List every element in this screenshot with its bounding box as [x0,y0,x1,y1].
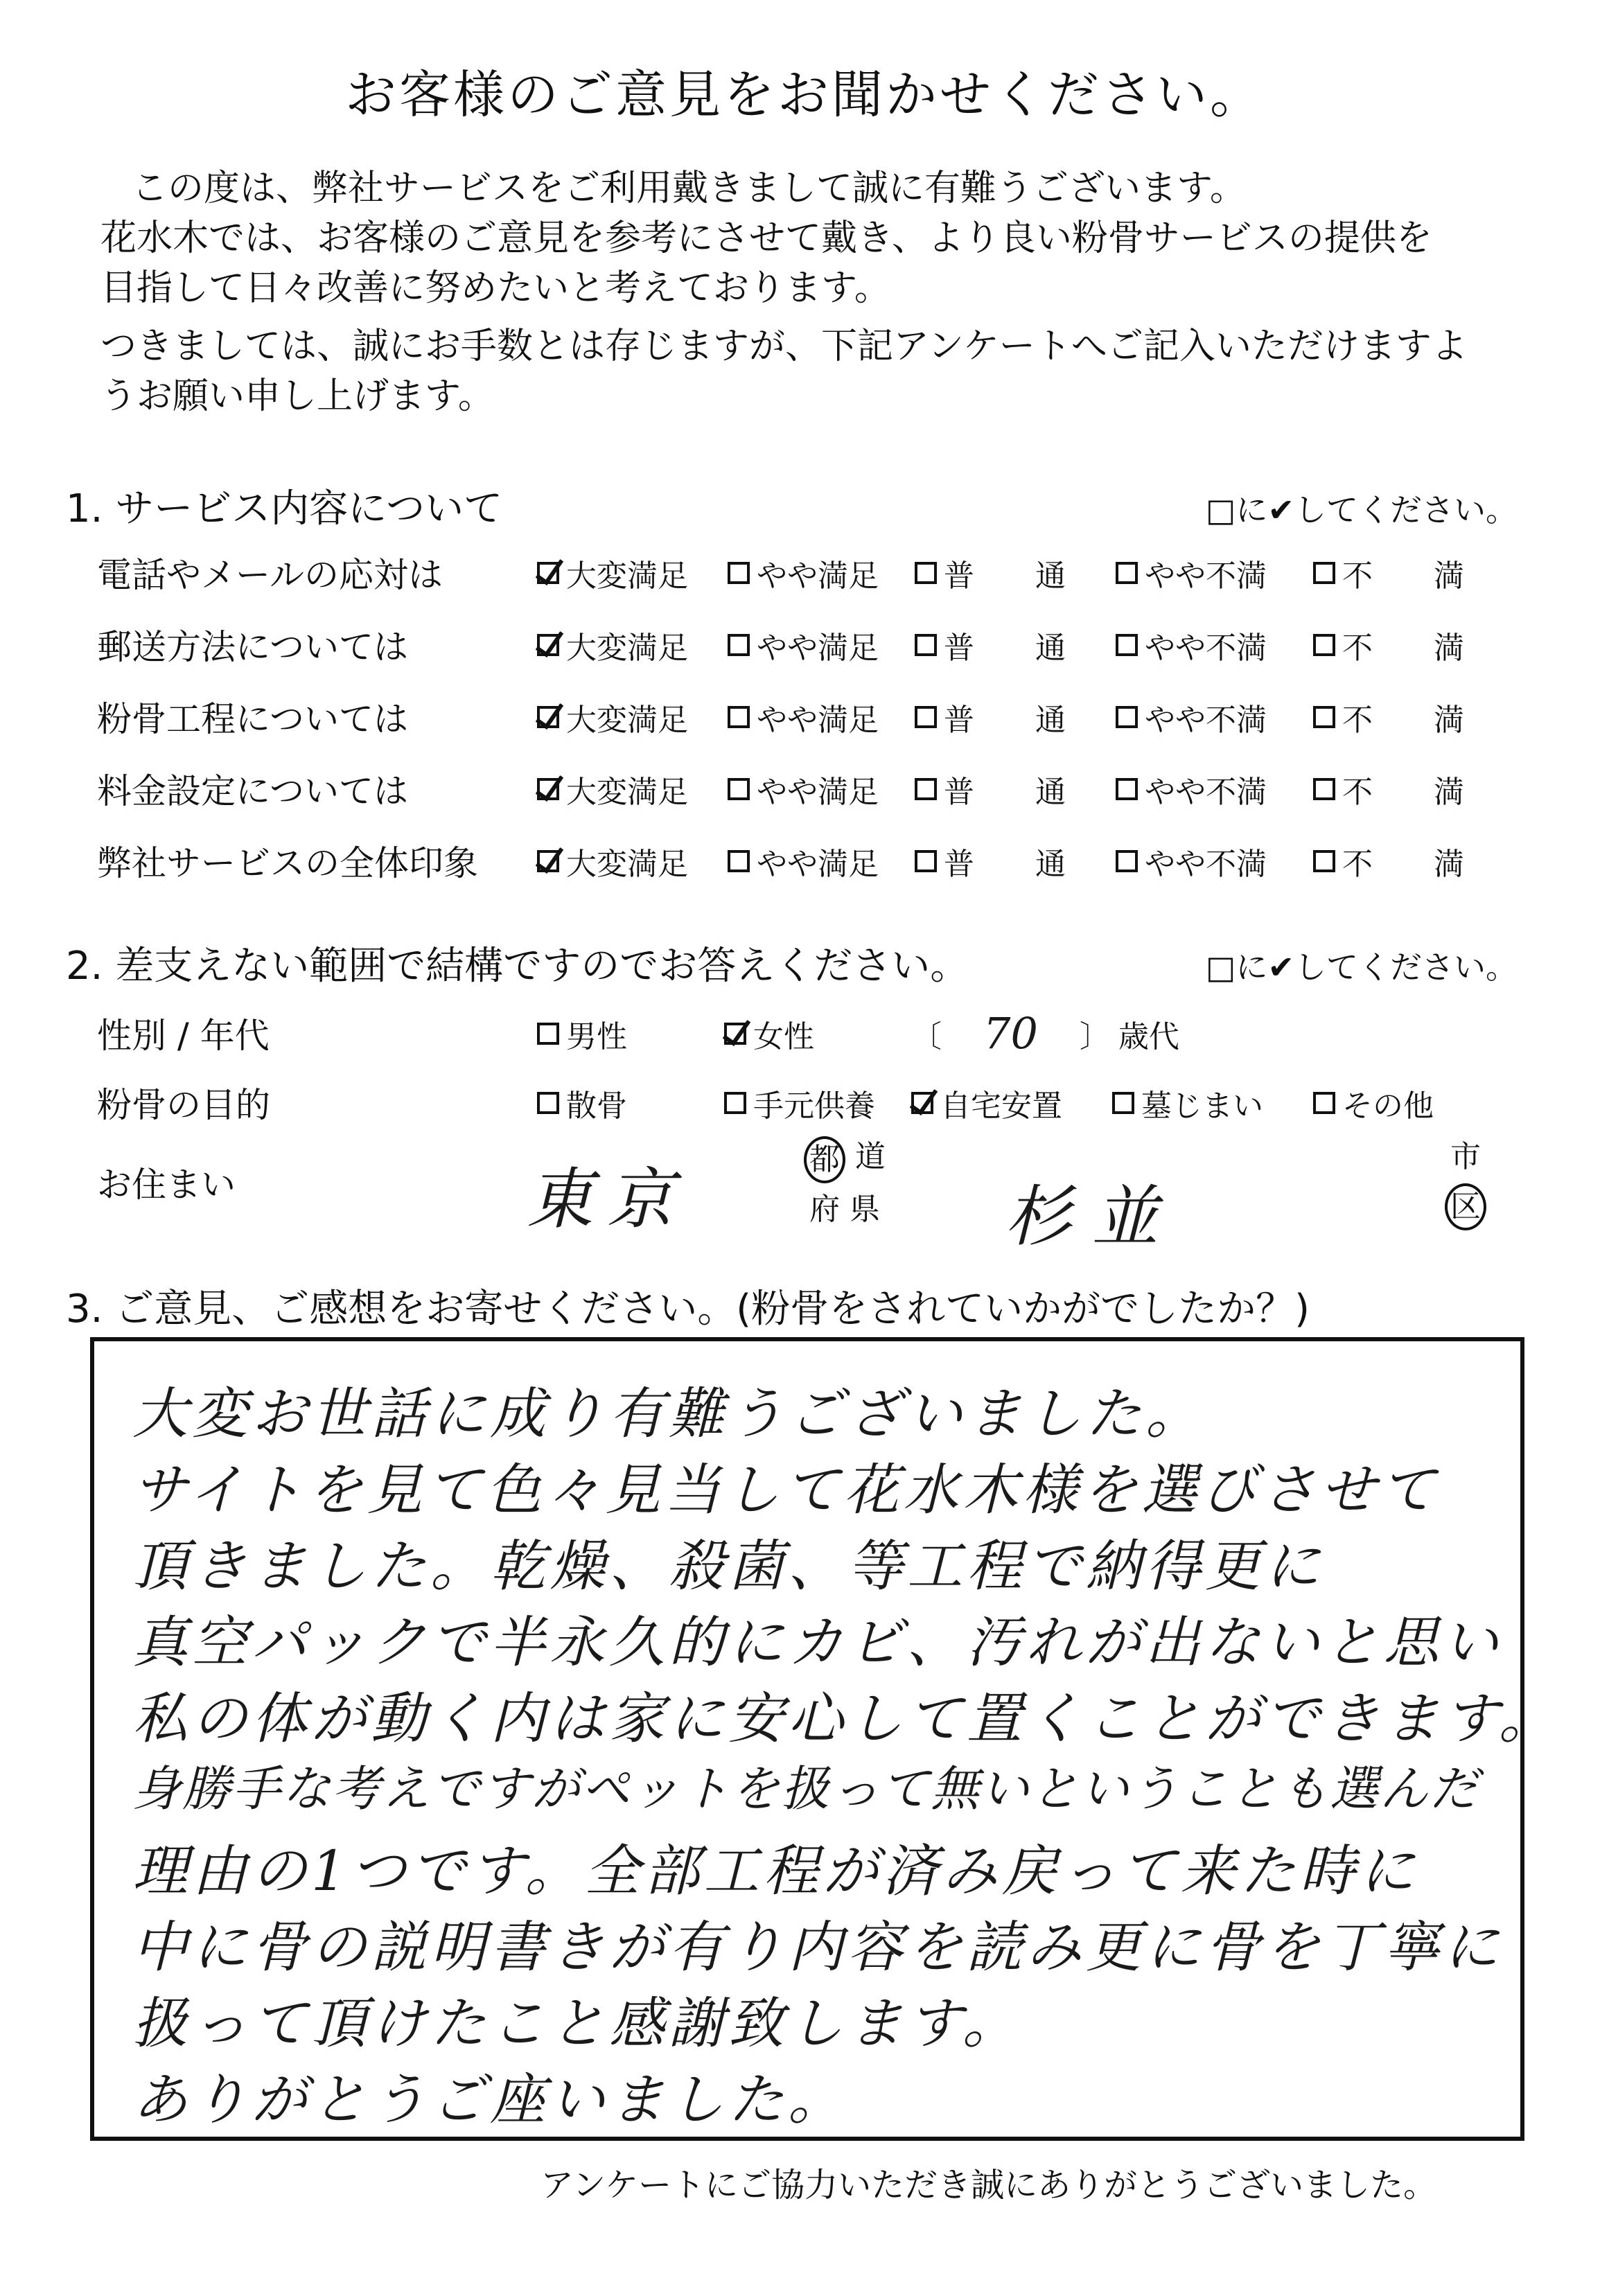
intro-line: つきましては、誠にお手数とは存じますが、下記アンケートへご記入いただけますよ [100,326,1468,367]
satisfaction-option[interactable] [1116,551,1267,595]
checkbox-checked[interactable] [724,1023,746,1045]
option-label: 大変満足 [566,703,688,738]
checkbox[interactable] [728,850,750,872]
comment-line: 中に骨の説明書きが有り内容を読み更に骨を丁寧に [132,1915,1503,1979]
satisfaction-option[interactable] [915,695,1066,739]
comment-box[interactable] [90,1337,1558,2141]
satisfaction-option[interactable] [1116,767,1267,811]
comment-line: ありがとうご座いました。 [132,2067,847,2132]
option-label: 普 通 [944,630,1066,666]
option-label: 大変満足 [566,847,688,882]
option-label: 普 通 [944,703,1066,738]
section2-heading: 2. 差支えない範囲で結構ですのでお答えください。 [66,944,969,989]
option-label: 不 満 [1342,558,1464,594]
gender-male-option[interactable]: 男性 [537,1012,627,1056]
option-label: 普 通 [944,558,1066,594]
checkbox[interactable] [1116,562,1138,584]
purpose-label: 粉骨の目的 [97,1085,270,1125]
option-label: 普 通 [944,775,1066,810]
checkbox-checked[interactable] [911,1092,933,1114]
checkbox-checked[interactable] [537,706,559,728]
option-label: やや満足 [757,630,879,666]
satisfaction-option[interactable] [1313,623,1464,667]
comment-line: 真空パックで半永久的にカビ、汚れが出ないと思い [132,1610,1503,1675]
option-label: やや不満 [1145,847,1267,882]
purpose-option[interactable] [537,1081,627,1125]
checkbox[interactable] [915,634,937,656]
option-label: その他 [1342,1088,1434,1124]
pref-suffix-fu: 府 [809,1192,840,1227]
pref-suffix-to: 都 [804,1136,845,1183]
checkbox[interactable] [1116,778,1138,800]
residence-label: お住まい [97,1165,236,1205]
option-label: 不 満 [1342,775,1464,810]
satisfaction-option[interactable] [728,767,879,811]
satisfaction-option[interactable] [1116,695,1267,739]
satisfaction-option[interactable] [728,623,879,667]
satisfaction-option[interactable] [915,623,1066,667]
checkbox[interactable] [728,562,750,584]
satisfaction-option[interactable] [1116,623,1267,667]
checkbox[interactable] [1313,1092,1335,1114]
satisfaction-option[interactable] [537,551,688,595]
checkbox-checked[interactable] [537,778,559,800]
city-suffix [1445,1136,1486,1230]
city-suffix-ku: 区 [1445,1183,1486,1230]
checkbox[interactable] [537,1023,559,1045]
pref-suffix-do: 道 [855,1139,886,1174]
row-label: 電話やメールの応対は [97,555,443,595]
satisfaction-option[interactable] [537,695,688,739]
checkbox[interactable] [728,634,750,656]
checkbox[interactable] [537,1092,559,1114]
checkbox-checked[interactable] [537,850,559,872]
checkbox[interactable] [728,778,750,800]
comment-line: 身勝手な考えですがペットを扱って無いということも選んだ [132,1760,1479,1817]
purpose-option[interactable] [724,1081,875,1125]
checkbox[interactable] [1112,1092,1134,1114]
checkbox[interactable] [915,562,937,584]
intro-line: 目指して日々改善に努めたいと考えております。 [100,267,890,309]
option-label: 手元供養 [753,1088,875,1124]
section3-heading: 3. ご意見、ご感想をお寄せください。(粉骨をされていかがでしたか？) [66,1287,1310,1332]
satisfaction-option[interactable] [915,767,1066,811]
comment-line: サイトを見て色々見当して花水木様を選びさせて [132,1458,1440,1522]
option-label: 散骨 [566,1088,627,1124]
option-label: やや満足 [757,775,879,810]
satisfaction-option[interactable] [537,623,688,667]
option-label: やや不満 [1145,775,1267,810]
age-field[interactable]: 〔 70 〕 歳代 [911,1008,1179,1059]
checkbox[interactable] [915,778,937,800]
option-label: 墓じまい [1141,1088,1263,1124]
checkbox[interactable] [1313,850,1335,872]
checkbox[interactable] [1313,634,1335,656]
comment-line: 私の体が動く内は家に安心して置くことができます。 [132,1686,1558,1751]
checkbox[interactable] [1313,778,1335,800]
option-label: 不 満 [1342,703,1464,738]
row-label: 粉骨工程については [97,699,408,739]
prefecture-value: 東京 [527,1160,687,1238]
intro-line: うお願い申し上げます。 [100,376,494,417]
intro-line: 花水木では、お客様のご意見を参考にさせて戴き、より良い粉骨サービスの提供を [100,218,1432,259]
purpose-option[interactable] [1313,1081,1434,1125]
gender-age-label: 性別 / 年代 [97,1016,270,1056]
purpose-option[interactable] [911,1081,1062,1125]
checkbox[interactable] [1313,706,1335,728]
checkbox[interactable] [915,706,937,728]
satisfaction-option[interactable] [537,767,688,811]
option-label: やや満足 [757,847,879,882]
satisfaction-option[interactable] [915,839,1066,883]
city-value: 杉並 [1005,1178,1179,1255]
satisfaction-option[interactable] [728,695,879,739]
option-label: 大変満足 [566,558,688,594]
satisfaction-option[interactable] [1313,551,1464,595]
comment-line: 頂きました。乾燥、殺菌、等工程で納得更に [132,1534,1324,1598]
option-label: 大変満足 [566,775,688,810]
checkbox[interactable] [728,706,750,728]
option-label: 不 満 [1342,847,1464,882]
satisfaction-option[interactable] [1313,767,1464,811]
footer-thanks: アンケートにご協力いただき誠にありがとうございました。 [540,2166,1437,2205]
row-label: 弊社サービスの全体印象 [97,843,478,883]
option-label: やや不満 [1145,630,1267,666]
option-label: やや満足 [757,703,879,738]
prefecture-suffix [804,1136,886,1230]
city-suffix-shi: 市 [1450,1139,1481,1174]
option-label: 普 通 [944,847,1066,882]
satisfaction-option[interactable] [537,839,688,883]
comment-line: 扱って頂けたこと感謝致します。 [132,1991,1022,2056]
pref-suffix-ken: 県 [850,1192,880,1227]
option-label: 不 満 [1342,630,1464,666]
checkbox[interactable] [1116,850,1138,872]
checkbox-checked[interactable] [537,634,559,656]
option-label: やや不満 [1145,558,1267,594]
satisfaction-option[interactable] [915,551,1066,595]
row-label: 料金設定については [97,771,408,811]
section2-instruction: □に✔してください。 [1206,948,1518,986]
checkbox[interactable] [1116,706,1138,728]
section1-instruction: □に✔してください。 [1206,491,1518,529]
satisfaction-option[interactable] [728,839,879,883]
purpose-option[interactable] [1112,1081,1263,1125]
option-label: やや不満 [1145,703,1267,738]
page-title: お客様のご意見をお聞かせください。 [345,65,1264,125]
satisfaction-option[interactable] [1313,839,1464,883]
checkbox[interactable] [915,850,937,872]
checkbox[interactable] [1116,634,1138,656]
satisfaction-option[interactable] [1313,695,1464,739]
option-label: 大変満足 [566,630,688,666]
section1-heading: 1. サービス内容について [66,486,503,531]
comment-line: 大変お世話に成り有難うございました。 [132,1381,1205,1446]
option-label: 自宅安置 [940,1088,1062,1124]
age-value: 70 [983,1008,1038,1059]
checkbox[interactable] [724,1092,746,1114]
satisfaction-option[interactable] [1116,839,1267,883]
satisfaction-option[interactable] [728,551,879,595]
option-label: やや満足 [757,558,879,594]
intro-line: この度は、弊社サービスをご利用戴きまして誠に有難うございます。 [132,168,1246,209]
intro-text [100,164,1468,421]
checkbox[interactable] [1313,562,1335,584]
gender-female-option[interactable]: 女性 [724,1012,814,1056]
row-label: 郵送方法については [97,627,408,667]
checkbox-checked[interactable] [537,562,559,584]
comment-line: 理由の1つです。全部工程が済み戻って来た時に [132,1839,1419,1903]
